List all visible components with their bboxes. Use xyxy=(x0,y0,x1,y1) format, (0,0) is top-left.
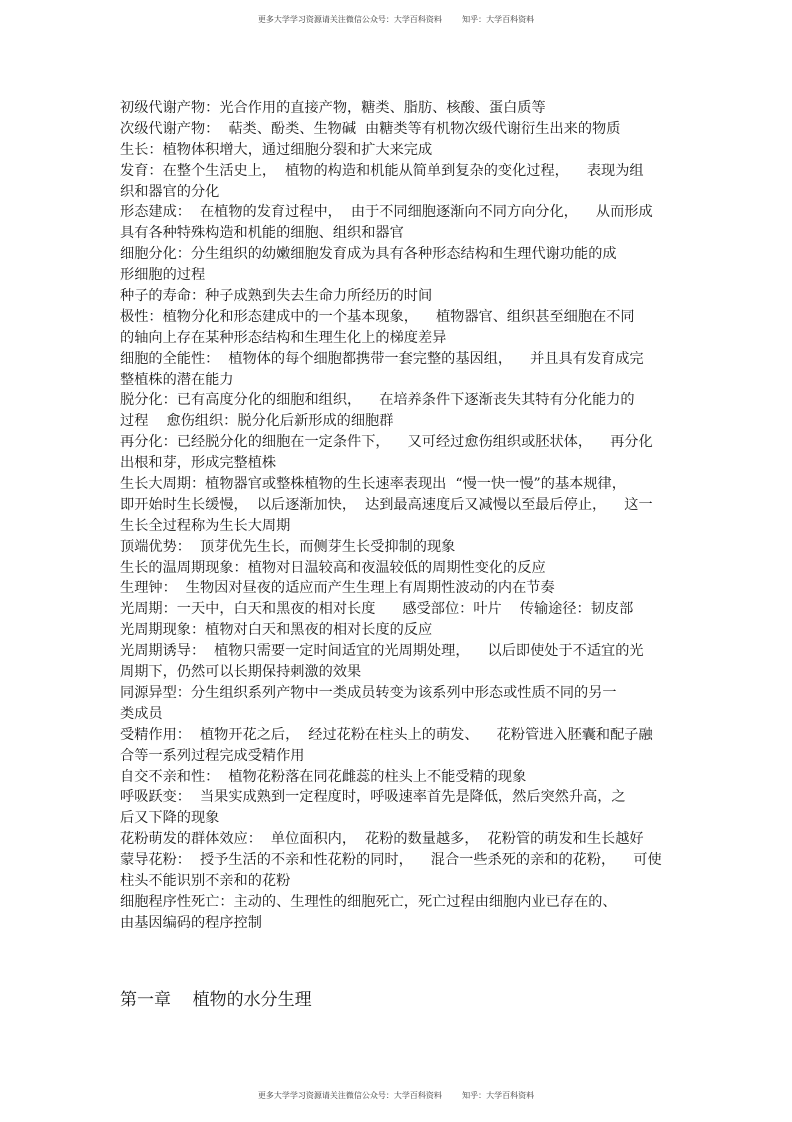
text-line: 形细胞的过程 xyxy=(120,267,206,284)
text-line: 呼吸跃变： 当果实成熟到一定程度时，呼吸速率首先是降低，然后突然升高，之 xyxy=(120,789,626,806)
glossary-text xyxy=(120,98,680,934)
text-line: 具有各种特殊构造和机能的细胞、组织和器官 xyxy=(120,225,404,242)
text-line: 细胞程序性死亡：主动的、生理性的细胞死亡，死亡过程由细胞内业已存在的、 xyxy=(120,893,617,910)
text-line: 花粉萌发的群体效应： 单位面积内， 花粉的数量越多， 花粉管的萌发和生长越好 xyxy=(120,831,644,848)
text-line: 织和器官的分化 xyxy=(120,183,220,200)
text-line: 由基因编码的程序控制 xyxy=(120,914,262,931)
text-line: 蒙导花粉： 授予生活的不亲和性花粉的同时， 混合一些杀死的亲和的花粉， 可使 xyxy=(120,852,662,869)
page-footer: 更多大学学习资源请关注微信公众号：大学百科资料 知乎：大学百科资料 xyxy=(257,1091,535,1100)
text-line: 生理钟： 生物因对昼夜的适应而产生生理上有周期性波动的内在节奏 xyxy=(120,580,555,597)
text-line: 再分化：已经脱分化的细胞在一定条件下， 又可经过愈伤组织或胚状体， 再分化 xyxy=(120,434,653,451)
text-line: 合等一系列过程完成受精作用 xyxy=(120,747,305,764)
text-line: 光周期现象：植物对白天和黑夜的相对长度的反应 xyxy=(120,622,433,639)
text-line: 类成员 xyxy=(120,705,163,722)
text-line: 初级代谢产物：光合作用的直接产物，糖类、脂肪、核酸、蛋白质等 xyxy=(120,100,546,116)
text-line: 周期下，仍然可以长期保持刺激的效果 xyxy=(120,664,362,681)
text-line: 细胞的全能性： 植物体的每个细胞都携带一套完整的基因组， 并且具有发育成完 xyxy=(120,350,644,367)
text-line: 过程 愈伤组织：脱分化后新形成的细胞群 xyxy=(120,413,394,430)
text-line: 生长全过程称为生长大周期 xyxy=(120,517,291,534)
text-line: 柱头不能识别不亲和的花粉 xyxy=(120,872,291,889)
text-line: 即开始时生长缓慢， 以后逐渐加快， 达到最高速度后又减慢以至最后停止， 这一 xyxy=(120,496,653,513)
text-line: 细胞分化：分生组织的幼嫩细胞发育成为具有各种形态结构和生理代谢功能的成 xyxy=(120,246,617,263)
text-line: 发育：在整个生活史上， 植物的构造和机能从简单到复杂的变化过程， 表现为组 xyxy=(120,162,644,179)
text-line: 受精作用： 植物开花之后， 经过花粉在柱头上的萌发、 花粉管进入胚囊和配子融 xyxy=(120,726,653,743)
text-line: 生长大周期：植物器官或整株植物的生长速率表现出 “慢一快一慢”的基本规律， xyxy=(120,476,626,493)
page-header: 更多大学学习资源请关注微信公众号：大学百科资料 知乎：大学百科资料 xyxy=(257,15,535,24)
text-line: 整植株的潜在能力 xyxy=(120,371,234,388)
text-line: 的轴向上存在某种形态结构和生理生化上的梯度差异 xyxy=(120,329,447,346)
text-line: 自交不亲和性： 植物花粉落在同花雌蕊的柱头上不能受精的现象 xyxy=(120,768,527,785)
text-line: 同源异型：分生组织系列产物中一类成员转变为该系列中形态或性质不同的另一 xyxy=(120,684,617,701)
text-line: 出根和芽，形成完整植株 xyxy=(120,455,277,472)
text-line: 极性：植物分化和形态建成中的一个基本现象， 植物器官、组织甚至细胞在不同 xyxy=(120,308,635,325)
text-line: 脱分化：已有高度分化的细胞和组织， 在培养条件下逐渐丧失其特有分化能力的 xyxy=(120,392,635,409)
text-line: 后又下降的现象 xyxy=(120,810,220,827)
text-line: 光周期：一天中，白天和黑夜的相对长度 感受部位：叶片 传输途径：韧皮部 xyxy=(120,601,634,618)
text-line: 次级代谢产物： 萜类、酚类、生物碱 由糖类等有机物次级代谢衍生出来的物质 xyxy=(120,120,621,137)
text-line: 生长：植物体积增大，通过细胞分裂和扩大来完成 xyxy=(120,141,433,158)
text-line: 生长的温周期现象：植物对日温较高和夜温较低的周期性变化的反应 xyxy=(120,559,546,576)
text-line: 种子的寿命：种子成熟到失去生命力所经历的时间 xyxy=(120,288,433,305)
text-line: 光周期诱导： 植物只需要一定时间适宜的光周期处理， 以后即使处于不适宜的光 xyxy=(120,643,644,660)
text-line: 形态建成： 在植物的发育过程中， 由于不同细胞逐渐向不同方向分化， 从而形成 xyxy=(120,204,653,221)
chapter-heading: 第一章 植物的水分生理 xyxy=(120,990,312,1010)
text-line: 顶端优势： 顶芽优先生长，而侧芽生长受抑制的现象 xyxy=(120,538,456,555)
